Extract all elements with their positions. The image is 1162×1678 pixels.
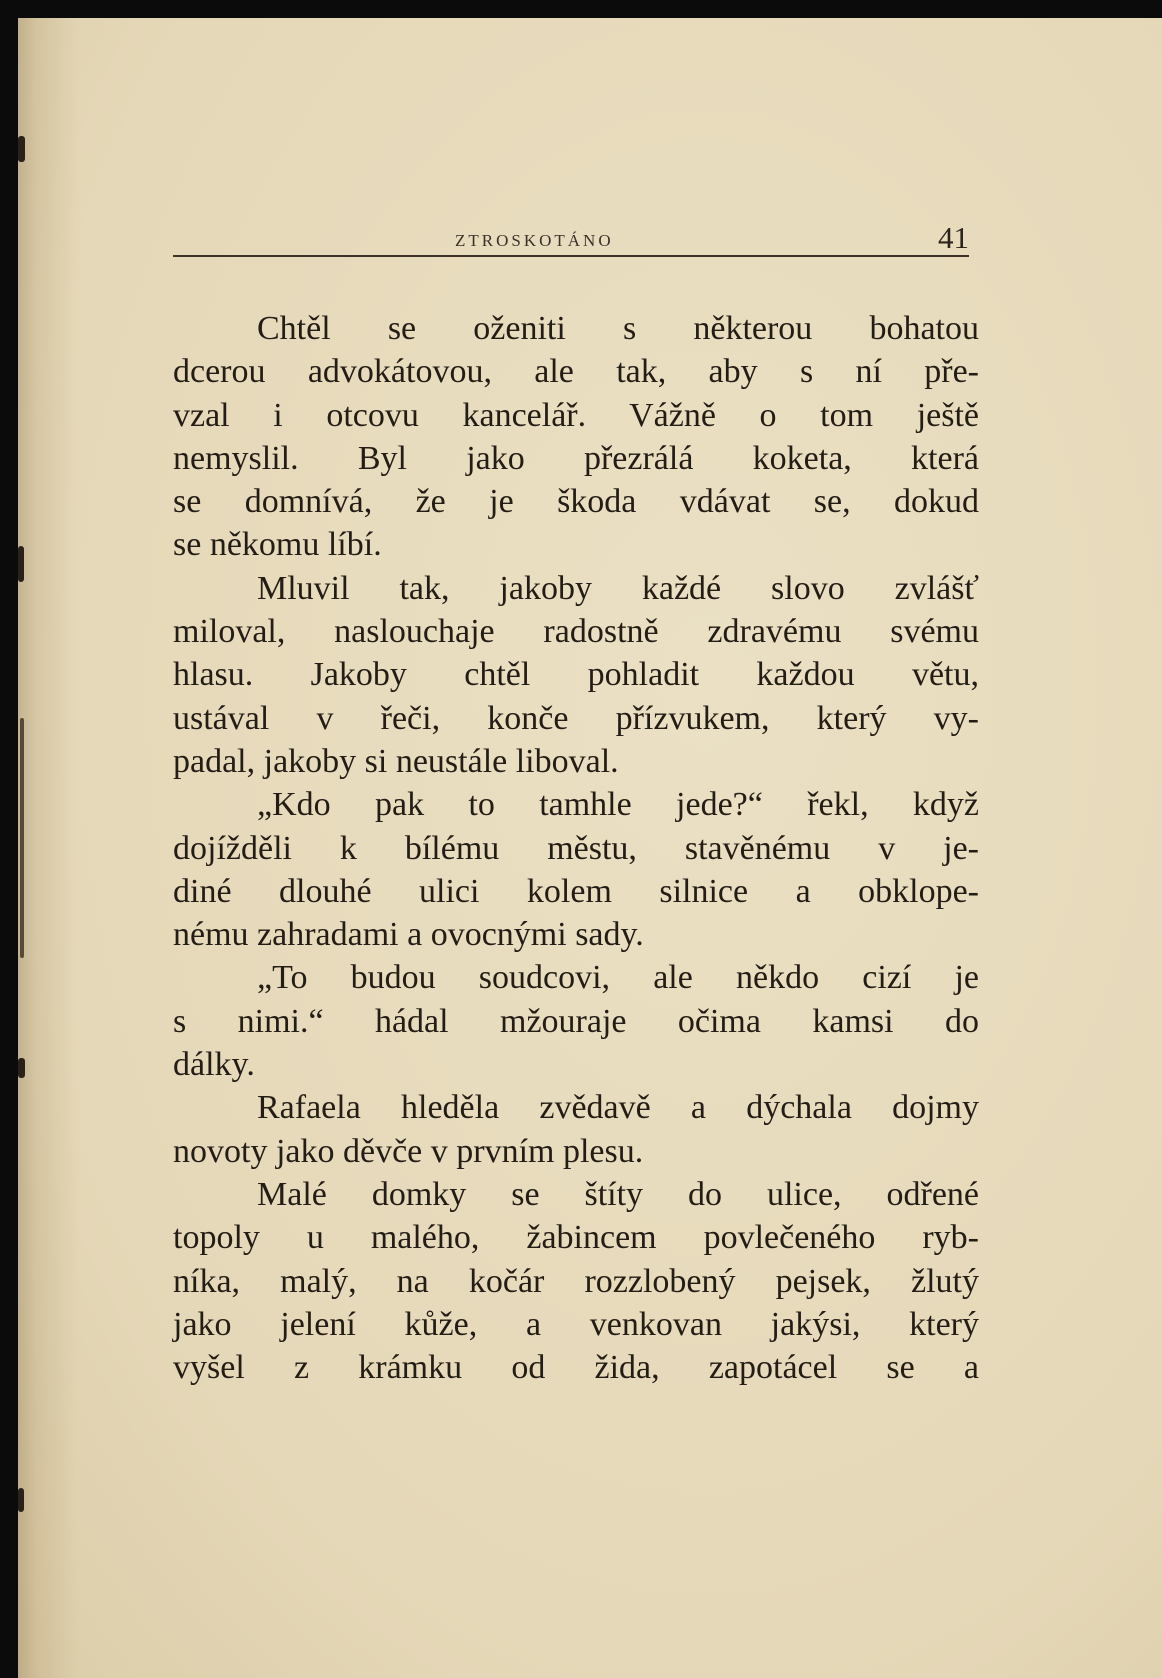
body-text — [173, 307, 979, 1389]
header-rule — [173, 255, 969, 257]
text-line: Mluvil tak, jakoby každé slovo zvlášť — [257, 569, 979, 607]
text-line: nemyslil. Byl jako přezrálá koketa, která — [173, 439, 979, 477]
text-line: topoly u malého, žabincem povlečeného ryb- — [173, 1219, 979, 1257]
gutter-mark-4 — [18, 1058, 25, 1078]
text-line: dcerou advokátovou, ale tak, aby s ní pře- — [173, 353, 979, 391]
text-line: s nimi.“ hádal mžouraje očima kamsi do — [173, 1002, 979, 1040]
running-title: ZTROSKOTÁNO — [455, 231, 614, 250]
text-line: níka, malý, na kočár rozzlobený pejsek, žlutý — [173, 1262, 979, 1300]
text-line: diné dlouhé ulici kolem silnice a obklope- — [173, 872, 979, 910]
text-line: vzal i otcovu kancelář. Vážně o tom ještě — [173, 396, 979, 434]
text-line: ustával v řeči, konče přízvukem, který vy- — [173, 699, 979, 737]
text-line: vyšel z krámku od žida, zapotácel se a — [173, 1349, 979, 1387]
text-line: Rafaela hleděla zvědavě a dýchala dojmy — [257, 1089, 979, 1127]
page-number: 41 — [938, 220, 969, 255]
running-header — [173, 220, 973, 270]
gutter-mark-1 — [18, 136, 25, 162]
text-line: se domnívá, že je škoda vdávat se, dokud — [173, 483, 979, 521]
text-line: Malé domky se štíty do ulice, odřené — [257, 1175, 979, 1213]
text-line: padal, jakoby si neustále liboval. — [173, 742, 619, 780]
text-line: „To budou soudcovi, ale někdo cizí je — [257, 959, 979, 997]
gutter-mark-3 — [20, 718, 24, 958]
text-line: miloval, naslouchaje radostně zdravému svému — [173, 613, 979, 651]
gutter-mark-2 — [18, 546, 24, 582]
gutter-mark-5 — [18, 1488, 24, 1512]
text-line: jako jelení kůže, a venkovan jakýsi, který — [173, 1305, 979, 1343]
text-line: „Kdo pak to tamhle jede?“ řekl, když — [257, 786, 979, 824]
text-line: novoty jako děvče v prvním plesu. — [173, 1132, 644, 1170]
text-line: dojížděli k bílému městu, stavěnému v je- — [173, 829, 979, 867]
text-line: se někomu líbí. — [173, 526, 382, 564]
text-line: dálky. — [173, 1046, 255, 1084]
text-line: Chtěl se oženiti s některou bohatou — [257, 310, 979, 347]
text-line: hlasu. Jakoby chtěl pohladit každou větu, — [173, 656, 979, 694]
text-line: nému zahradami a ovocnými sady. — [173, 916, 644, 954]
